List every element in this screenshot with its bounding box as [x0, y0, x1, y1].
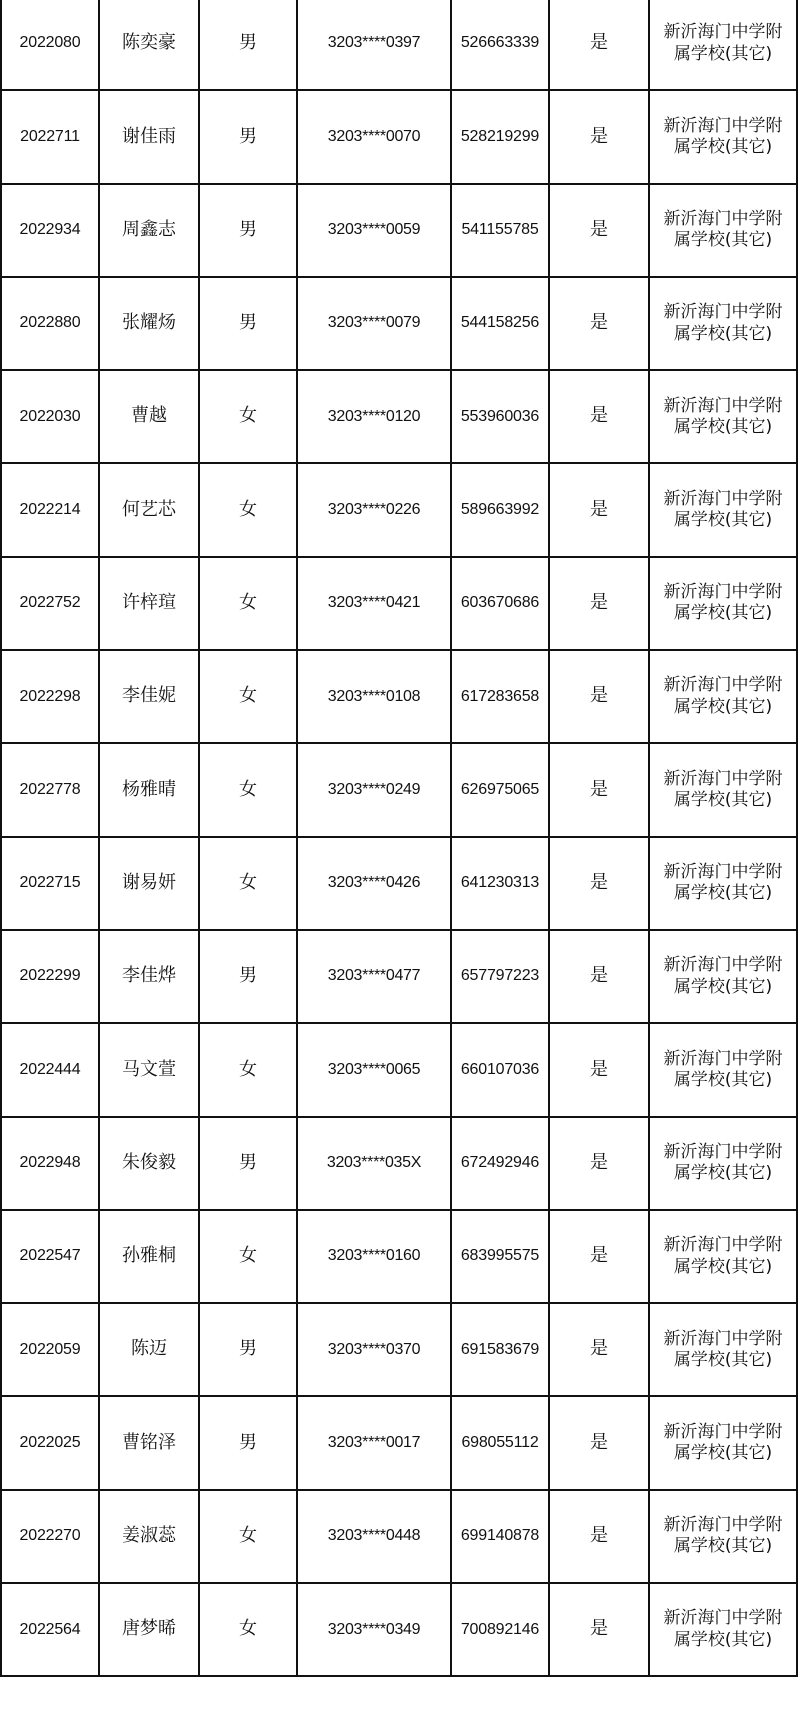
- reg-no-cell: 2022025: [1, 1396, 99, 1489]
- qualified-cell: 是: [549, 370, 649, 463]
- school-line-1: 新沂海门中学附: [663, 1515, 783, 1536]
- reg-no-cell: 2022059: [1, 1303, 99, 1396]
- gender-cell: 女: [199, 463, 297, 556]
- school-line-1: 新沂海门中学附: [663, 582, 783, 603]
- qualified-cell: 是: [549, 463, 649, 556]
- school-cell: [649, 1303, 797, 1396]
- score-number-cell: 672492946: [451, 1117, 549, 1210]
- id-number-cell: 3203****0017: [297, 1396, 451, 1489]
- table-row: [1, 184, 797, 277]
- student-name-cell: 李佳妮: [99, 650, 199, 743]
- student-name-cell: 张耀炀: [99, 277, 199, 370]
- id-number-cell: 3203****0370: [297, 1303, 451, 1396]
- id-number-cell: 3203****0065: [297, 1023, 451, 1116]
- qualified-cell: 是: [549, 90, 649, 183]
- qualified-cell: 是: [549, 743, 649, 836]
- table-row: [1, 1583, 797, 1676]
- school-cell: [649, 837, 797, 930]
- id-number-cell: 3203****0070: [297, 90, 451, 183]
- score-number-cell: 660107036: [451, 1023, 549, 1116]
- qualified-cell: 是: [549, 1490, 649, 1583]
- school-cell: [649, 1583, 797, 1676]
- table-row: [1, 370, 797, 463]
- student-name-cell: 陈迈: [99, 1303, 199, 1396]
- school-line-1: 新沂海门中学附: [663, 1141, 783, 1162]
- reg-no-cell: 2022752: [1, 557, 99, 650]
- gender-cell: 女: [199, 650, 297, 743]
- school-cell: [649, 1490, 797, 1583]
- school-line-2: 属学校(其它): [673, 1069, 773, 1090]
- qualified-cell: 是: [549, 1210, 649, 1303]
- id-number-cell: 3203****0120: [297, 370, 451, 463]
- gender-cell: 女: [199, 1023, 297, 1116]
- id-number-cell: 3203****035X: [297, 1117, 451, 1210]
- id-number-cell: 3203****0249: [297, 743, 451, 836]
- reg-no-cell: 2022444: [1, 1023, 99, 1116]
- table-row: [1, 1210, 797, 1303]
- score-number-cell: 626975065: [451, 743, 549, 836]
- reg-no-cell: 2022934: [1, 184, 99, 277]
- gender-cell: 男: [199, 277, 297, 370]
- school-cell: [649, 930, 797, 1023]
- gender-cell: 女: [199, 1210, 297, 1303]
- score-number-cell: 657797223: [451, 930, 549, 1023]
- table-row: [1, 1023, 797, 1116]
- school-line-2: 属学校(其它): [673, 790, 773, 811]
- id-number-cell: 3203****0421: [297, 557, 451, 650]
- score-number-cell: 544158256: [451, 277, 549, 370]
- reg-no-cell: 2022715: [1, 837, 99, 930]
- school-line-1: 新沂海门中学附: [663, 302, 783, 323]
- gender-cell: 女: [199, 743, 297, 836]
- id-number-cell: 3203****0349: [297, 1583, 451, 1676]
- student-name-cell: 何艺芯: [99, 463, 199, 556]
- table-row: [1, 1490, 797, 1583]
- score-number-cell: 553960036: [451, 370, 549, 463]
- gender-cell: 女: [199, 837, 297, 930]
- reg-no-cell: 2022298: [1, 650, 99, 743]
- school-line-1: 新沂海门中学附: [663, 488, 783, 509]
- score-number-cell: 528219299: [451, 90, 549, 183]
- student-name-cell: 周鑫志: [99, 184, 199, 277]
- qualified-cell: 是: [549, 1303, 649, 1396]
- student-name-cell: 马文萱: [99, 1023, 199, 1116]
- qualified-cell: 是: [549, 1117, 649, 1210]
- school-line-1: 新沂海门中学附: [663, 1235, 783, 1256]
- gender-cell: 男: [199, 0, 297, 90]
- id-number-cell: 3203****0448: [297, 1490, 451, 1583]
- id-number-cell: 3203****0059: [297, 184, 451, 277]
- school-line-2: 属学校(其它): [673, 1443, 773, 1464]
- score-number-cell: 699140878: [451, 1490, 549, 1583]
- score-number-cell: 603670686: [451, 557, 549, 650]
- qualified-cell: 是: [549, 277, 649, 370]
- school-line-2: 属学校(其它): [673, 883, 773, 904]
- school-cell: [649, 1023, 797, 1116]
- reg-no-cell: 2022270: [1, 1490, 99, 1583]
- score-number-cell: 700892146: [451, 1583, 549, 1676]
- reg-no-cell: 2022299: [1, 930, 99, 1023]
- school-cell: [649, 90, 797, 183]
- reg-no-cell: 2022547: [1, 1210, 99, 1303]
- school-line-1: 新沂海门中学附: [663, 1608, 783, 1629]
- gender-cell: 男: [199, 930, 297, 1023]
- qualified-cell: 是: [549, 0, 649, 90]
- school-line-2: 属学校(其它): [673, 1256, 773, 1277]
- gender-cell: 女: [199, 1490, 297, 1583]
- school-line-2: 属学校(其它): [673, 1163, 773, 1184]
- table-row: [1, 90, 797, 183]
- gender-cell: 男: [199, 1117, 297, 1210]
- id-number-cell: 3203****0426: [297, 837, 451, 930]
- qualified-cell: 是: [549, 1583, 649, 1676]
- reg-no-cell: 2022880: [1, 277, 99, 370]
- gender-cell: 女: [199, 370, 297, 463]
- school-line-1: 新沂海门中学附: [663, 1328, 783, 1349]
- school-line-1: 新沂海门中学附: [663, 1421, 783, 1442]
- school-line-1: 新沂海门中学附: [663, 675, 783, 696]
- school-cell: [649, 370, 797, 463]
- student-name-cell: 曹铭泽: [99, 1396, 199, 1489]
- gender-cell: 男: [199, 1396, 297, 1489]
- table-row: [1, 0, 797, 90]
- table-row: [1, 743, 797, 836]
- reg-no-cell: 2022711: [1, 90, 99, 183]
- table-row: [1, 557, 797, 650]
- school-line-2: 属学校(其它): [673, 136, 773, 157]
- school-line-2: 属学校(其它): [673, 230, 773, 251]
- score-number-cell: 541155785: [451, 184, 549, 277]
- id-number-cell: 3203****0397: [297, 0, 451, 90]
- table-row: [1, 1117, 797, 1210]
- school-cell: [649, 1396, 797, 1489]
- id-number-cell: 3203****0160: [297, 1210, 451, 1303]
- student-name-cell: 姜淑蕊: [99, 1490, 199, 1583]
- school-line-2: 属学校(其它): [673, 1536, 773, 1557]
- table-row: [1, 277, 797, 370]
- student-name-cell: 曹越: [99, 370, 199, 463]
- school-cell: [649, 1210, 797, 1303]
- school-cell: [649, 743, 797, 836]
- score-number-cell: 526663339: [451, 0, 549, 90]
- student-name-cell: 谢佳雨: [99, 90, 199, 183]
- score-number-cell: 691583679: [451, 1303, 549, 1396]
- gender-cell: 女: [199, 557, 297, 650]
- school-cell: [649, 463, 797, 556]
- student-name-cell: 孙雅桐: [99, 1210, 199, 1303]
- school-cell: [649, 650, 797, 743]
- student-name-cell: 杨雅晴: [99, 743, 199, 836]
- student-name-cell: 李佳烨: [99, 930, 199, 1023]
- table-row: [1, 930, 797, 1023]
- student-name-cell: 陈奕豪: [99, 0, 199, 90]
- id-number-cell: 3203****0226: [297, 463, 451, 556]
- reg-no-cell: 2022214: [1, 463, 99, 556]
- table-row: [1, 1303, 797, 1396]
- school-cell: [649, 277, 797, 370]
- school-line-2: 属学校(其它): [673, 603, 773, 624]
- id-number-cell: 3203****0477: [297, 930, 451, 1023]
- table-row: [1, 650, 797, 743]
- reg-no-cell: 2022030: [1, 370, 99, 463]
- school-line-2: 属学校(其它): [673, 696, 773, 717]
- qualified-cell: 是: [549, 557, 649, 650]
- gender-cell: 男: [199, 90, 297, 183]
- reg-no-cell: 2022948: [1, 1117, 99, 1210]
- school-cell: [649, 184, 797, 277]
- school-line-1: 新沂海门中学附: [663, 22, 783, 43]
- school-line-1: 新沂海门中学附: [663, 1048, 783, 1069]
- qualified-cell: 是: [549, 650, 649, 743]
- reg-no-cell: 2022778: [1, 743, 99, 836]
- id-number-cell: 3203****0108: [297, 650, 451, 743]
- qualified-cell: 是: [549, 1023, 649, 1116]
- student-name-cell: 朱俊毅: [99, 1117, 199, 1210]
- gender-cell: 男: [199, 184, 297, 277]
- table-row: [1, 463, 797, 556]
- score-number-cell: 683995575: [451, 1210, 549, 1303]
- reg-no-cell: 2022080: [1, 0, 99, 90]
- student-name-cell: 唐梦晞: [99, 1583, 199, 1676]
- school-line-1: 新沂海门中学附: [663, 208, 783, 229]
- score-number-cell: 698055112: [451, 1396, 549, 1489]
- qualified-cell: 是: [549, 837, 649, 930]
- school-line-2: 属学校(其它): [673, 1349, 773, 1370]
- school-line-2: 属学校(其它): [673, 416, 773, 437]
- school-line-1: 新沂海门中学附: [663, 768, 783, 789]
- student-name-cell: 许梓瑄: [99, 557, 199, 650]
- table-row: [1, 1396, 797, 1489]
- school-line-2: 属学校(其它): [673, 323, 773, 344]
- school-line-1: 新沂海门中学附: [663, 955, 783, 976]
- school-line-1: 新沂海门中学附: [663, 862, 783, 883]
- qualified-cell: 是: [549, 184, 649, 277]
- score-number-cell: 641230313: [451, 837, 549, 930]
- reg-no-cell: 2022564: [1, 1583, 99, 1676]
- school-line-2: 属学校(其它): [673, 1629, 773, 1650]
- school-line-2: 属学校(其它): [673, 510, 773, 531]
- qualified-cell: 是: [549, 1396, 649, 1489]
- school-cell: [649, 557, 797, 650]
- score-number-cell: 589663992: [451, 463, 549, 556]
- qualified-cell: 是: [549, 930, 649, 1023]
- school-cell: [649, 1117, 797, 1210]
- student-name-cell: 谢易妍: [99, 837, 199, 930]
- school-line-2: 属学校(其它): [673, 976, 773, 997]
- score-number-cell: 617283658: [451, 650, 549, 743]
- id-number-cell: 3203****0079: [297, 277, 451, 370]
- gender-cell: 女: [199, 1583, 297, 1676]
- school-line-1: 新沂海门中学附: [663, 115, 783, 136]
- table-row: [1, 837, 797, 930]
- school-cell: [649, 0, 797, 90]
- school-line-2: 属学校(其它): [673, 43, 773, 64]
- school-line-1: 新沂海门中学附: [663, 395, 783, 416]
- roster-table-body: [1, 0, 797, 1676]
- gender-cell: 男: [199, 1303, 297, 1396]
